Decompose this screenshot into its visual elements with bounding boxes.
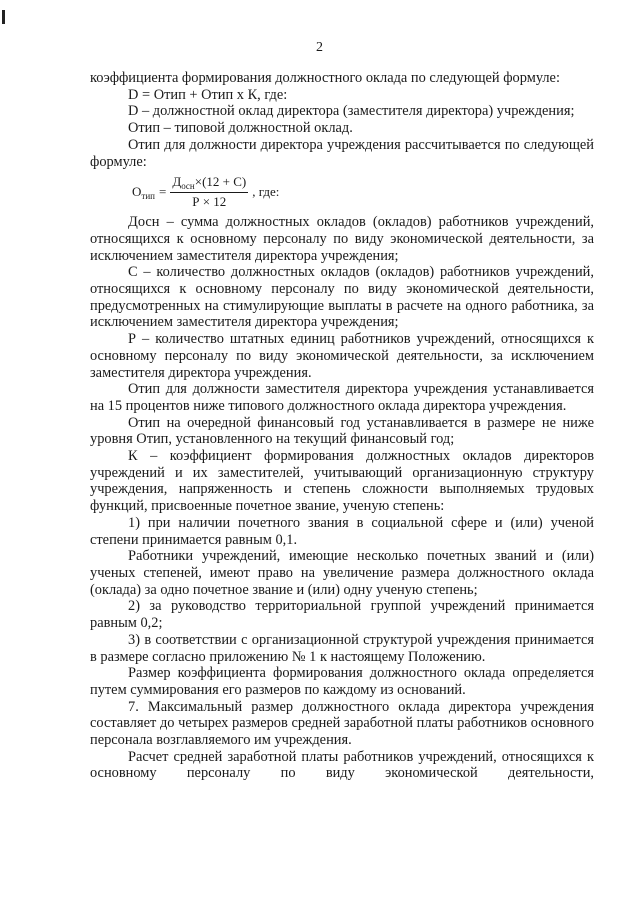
formula-tail: , где:: [252, 183, 280, 199]
paragraph: 7. Максимальный размер должностного оклада директора учреждения составляет до четырех размеров средней заработной платы работников основного персонала возглавляемого им учреждения.: [90, 698, 594, 749]
formula-d: D = Отип + Отип х К, где:: [128, 86, 288, 103]
page-number: 2: [316, 40, 323, 55]
paragraph: С – количество должностных окладов (окладов) работников учреждений, относящихся к основному персоналу по виду экономической деятельности, предусмотренных на стимулирующие выплаты в расчете на одного работника, за исключением заместителя директора учреждения;: [90, 264, 594, 331]
formula-denominator: Р × 12: [192, 193, 227, 209]
paragraph: 3) в соответствии с организационной структурой учреждения принимается в размере согласно приложению № 1 к настоящему Положению.: [90, 631, 594, 665]
paragraph: коэффициента формирования должностного оклада по следующей формуле:: [90, 70, 560, 86]
paragraph: Отип – типовой должностной оклад.: [128, 120, 353, 137]
paragraph: Расчет средней заработной платы работников учреждений, относящихся к основному персоналу по виду экономической деятельности,: [90, 748, 594, 782]
paragraph: Отип для должности заместителя директора учреждения устанавливается на 15 процентов ниже типового должностного оклада директора учреждения.: [90, 381, 594, 414]
formula-equals: =: [158, 183, 167, 199]
paragraph: Отип на очередной финансовый год устанавливается в размере не ниже уровня Отип, установленного на текущий финансовый год;: [90, 414, 594, 448]
formula-otip: [90, 170, 594, 214]
paragraph: D – должностной оклад директора (заместителя директора) учреждения;: [128, 103, 575, 120]
document-body: [90, 70, 594, 782]
paragraph: Досн – сумма должностных окладов (окладов) работников учреждений, относящихся к основному персоналу по виду экономической деятельности, за исключением заместителя директора учреждения;: [90, 214, 594, 264]
paragraph: К – коэффициент формирования должностных окладов директоров учреждений и их заместителей, учитывающий организационную структуру учреждения, напряженность и степень сложности выполняемых трудовых функций, присвоенные почетное звание, ученую степень:: [90, 448, 594, 515]
paragraph: Размер коэффициента формирования должностного оклада определяется путем суммирования его размеров по каждому из оснований.: [90, 665, 594, 698]
paragraph: Отип для должности директора учреждения рассчитывается по следующей формуле:: [90, 136, 594, 170]
scan-edge-mark: [2, 10, 5, 24]
formula-lhs: $О_{тип}$: [132, 183, 155, 201]
formula-numerator: $Д_{осн}\times(12 + С)$: [172, 174, 247, 192]
paragraph: 1) при наличии почетного звания в социальной сфере и (или) ученой степени принимается равным 0,1.: [90, 514, 594, 548]
paragraph: Р – количество штатных единиц работников учреждений, относящихся к основному персоналу по виду экономической деятельности, за исключением заместителя директора учреждения.: [90, 331, 594, 381]
paragraph: Работники учреждений, имеющие несколько почетных званий и (или) ученых степеней, имеют право на увеличение размера должностного оклада (оклада) за одно почетное звание и (или) одну ученую степень;: [90, 548, 594, 598]
paragraph: 2) за руководство территориальной группой учреждений принимается равным 0,2;: [90, 598, 594, 632]
formula-fraction: [170, 174, 248, 210]
